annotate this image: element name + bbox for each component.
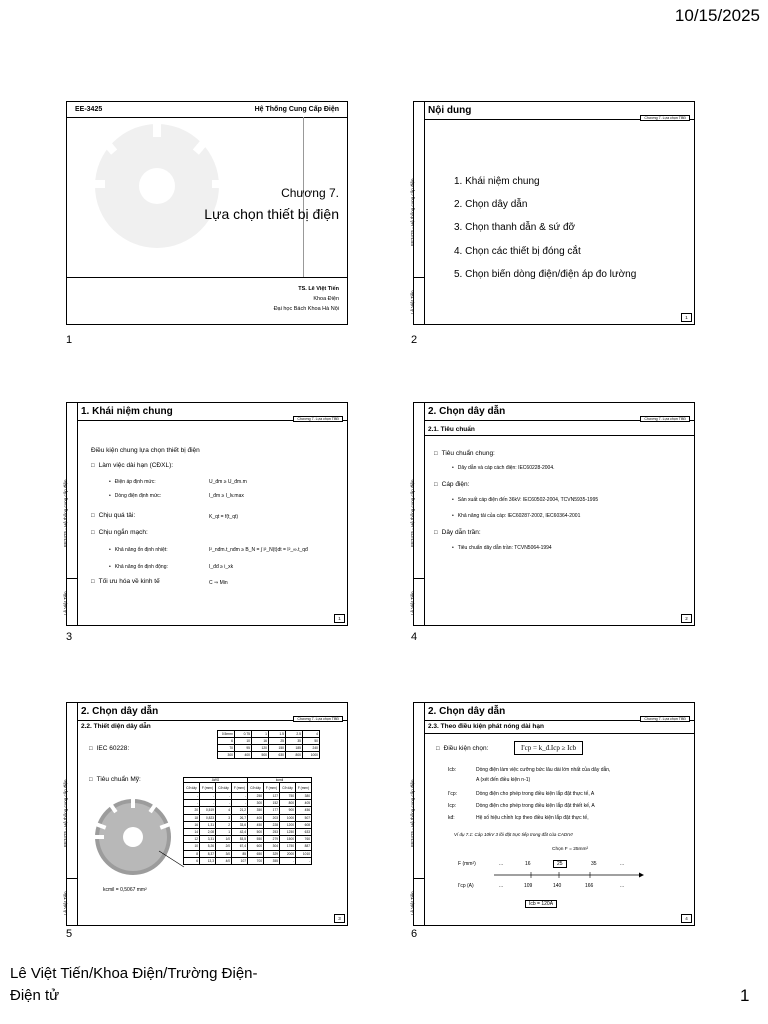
page-box: 2: [681, 614, 692, 623]
chapter-number: Chương 7.: [281, 186, 339, 200]
table-cell: -: [232, 800, 248, 807]
chapter-title: Lựa chọn thiết bị điện: [204, 206, 339, 222]
table-cell: 150: [269, 745, 286, 752]
side-bar: EE3425 - Hệ thống cung cấp điện Lê Việt Tiến: [67, 403, 78, 625]
table-cell: 1/0: [216, 836, 232, 843]
table-cell: 405: [296, 800, 312, 807]
table-column-header: F (mm²): [232, 783, 248, 793]
slide-thumbnail-3[interactable]: EE3425 - Hệ thống cung cấp điện Lê Việt Tiến 1. Khái niệm chung Chương 7. Lựa chọn TBĐ Điều kiện chung lựa chọn thiết bị điện □ Làm việc dài hạn (CĐXL): • Điện áp định mức: U_đm ≥ U_đm.m • Dòng điện định mức: I_đm ≥ I_lv.max □ Chịu quá tải: K_qt = f(t_qt) □ Chịu ngắn mạch: • Khả năng ổn định nhiệt: I²_nđm.t_nđm ≥ B_N = ∫ i²_N(t)dt = I²_∞.t_qđ • Khả năng ổn định động: I_đđ ≥ i_xk □ Tối ưu hóa về kinh tế C ⇒ Min 1: [66, 402, 348, 626]
table-cell: 1500: [280, 836, 296, 843]
contents-item-2: 2. Chọn dây dẫn: [454, 199, 528, 210]
table-cell: 0.75: [235, 731, 252, 738]
table-cell: 53,5: [232, 836, 248, 843]
table-cell: 1000: [303, 752, 320, 759]
table-cell: 0,519: [200, 807, 216, 814]
wire-gauge-background-image: [67, 116, 307, 246]
table-cell: 1200: [280, 821, 296, 828]
table-cell: 2: [216, 821, 232, 828]
table-cell: 16: [252, 738, 269, 745]
table-cell: 1250: [280, 828, 296, 835]
table-row: [218, 738, 320, 745]
icb-box: Icb = 120A: [525, 900, 557, 908]
table-cell: 3/0: [216, 850, 232, 857]
slide-number-1: 1: [66, 334, 73, 346]
wire-gauge-photo: [89, 793, 185, 883]
table-cell: 900: [280, 807, 296, 814]
table-cell: 33,6: [232, 821, 248, 828]
slide-title: 1. Khái niệm chung: [81, 406, 173, 417]
table-cell: 228: [264, 821, 280, 828]
chapter-tag: Chương 7. Lựa chọn TBĐ: [640, 716, 690, 722]
table-cell: 67,4: [232, 843, 248, 850]
table-cell: 2/0: [216, 843, 232, 850]
contents-item-5: 5. Chọn biến dòng điện/điện áp đo lường: [454, 269, 637, 280]
table-cell: -: [200, 793, 216, 800]
example-text: Ví dụ 7.1: Cáp 10kV 3 lõi đặt trực tiếp trong đất của CADIVI: [454, 832, 573, 837]
slide-number-6: 6: [411, 928, 418, 940]
side-bar: EE3425 - Hệ thống cung cấp điện Lê Việt Tiến: [414, 703, 425, 925]
table-cell: 400: [248, 814, 264, 821]
table-cell: 12: [184, 836, 200, 843]
table-cell: 630: [269, 752, 286, 759]
table-cell: 70: [218, 745, 235, 752]
table-row: [218, 731, 320, 738]
table-cell: 700: [248, 857, 264, 864]
table-cell: 50: [303, 738, 320, 745]
chapter-tag: Chương 7. Lựa chọn TBĐ: [640, 416, 690, 422]
slide-number-5: 5: [66, 928, 73, 940]
table-cell: 0,823: [200, 814, 216, 821]
footer-line-2: Điện tử: [10, 987, 60, 1004]
table-cell: 329: [264, 850, 280, 857]
table-cell: 253: [264, 828, 280, 835]
table-row: [184, 836, 312, 843]
table-column-header: F (mm²): [264, 783, 280, 793]
table-cell: 500: [248, 828, 264, 835]
table-cell: 152: [264, 800, 280, 807]
slide-title: 2. Chọn dây dẫn: [81, 706, 159, 717]
table-cell: 6: [218, 738, 235, 745]
table-cell: 650: [248, 850, 264, 857]
table-cell: 1010: [296, 850, 312, 857]
table-cell: 1: [252, 731, 269, 738]
table-cell: 304: [264, 843, 280, 850]
table-cell: -: [184, 800, 200, 807]
table-cell: 350: [248, 807, 264, 814]
table-cell: 400: [235, 752, 252, 759]
table-cell: 2,08: [200, 828, 216, 835]
slide-thumbnail-6[interactable]: EE3425 - Hệ thống cung cấp điện Lê Việt Tiến 2. Chọn dây dẫn Chương 7. Lựa chọn TBĐ 2.3. Theo điều kiện phát nóng dài hạn □ Điều kiện chọn: I'cp = k_đ.Icp ≥ Icb Icb: Dòng điện làm việc cưỡng bức lâu dài lớn nhất của dây dẫn, A (xét đến điều kiện n-1) I'cp: Dòng điện cho phép trong điều kiện lắp đặt thực tế, A Icp: Dòng điện cho phép trong điều kiện lắp đặt thiết kế, A kđ: Hệ số hiệu chỉnh Icp theo điều kiện lắp đặt thực tế, Ví dụ 7.1: Cáp 10kV 3 lõi đặt trực tiếp trong đất của CADIVI Chọn F = 25mm² F (mm²) ... 16 25 35 ... I'cp (A) ... 109 140 166 ... Icb = 120A 4: [413, 702, 695, 926]
table-cell: 18: [184, 814, 200, 821]
table-cell: 750: [280, 793, 296, 800]
table-cell: -: [184, 793, 200, 800]
table-cell: 507: [296, 814, 312, 821]
table-cell: 300: [248, 800, 264, 807]
slide-thumbnail-4[interactable]: EE3425 - Hệ thống cung cấp điện Lê Việt Tiến 2. Chọn dây dẫn Chương 7. Lựa chọn TBĐ 2.1. Tiêu chuẩn □ Tiêu chuẩn chung: • Dây dẫn và cáp cách điện: IEC60228-2004. □ Cáp điện: • Sản xuất cáp điện đến 36kV: IEC60502-2004, TCVN5935-1995 • Khả năng tải của cáp: IEC60287-2002, IEC60364-2001 □ Dây dẫn trần: • Tiêu chuẩn dây dẫn trần: TCVN5064-1994 2: [413, 402, 695, 626]
table-column-header: Cỡ dây: [280, 783, 296, 793]
slide-thumbnail-1[interactable]: [66, 101, 348, 325]
table-cell: 5,26: [200, 843, 216, 850]
section-subtitle: 2.1. Tiêu chuẩn: [428, 426, 475, 433]
course-code: EE-3425: [75, 106, 103, 113]
table-row: [184, 821, 312, 828]
table-cell: 250: [248, 793, 264, 800]
table-cell: 16: [184, 821, 200, 828]
table-cell: 380: [296, 793, 312, 800]
condition-formula: I'cp = k_đ.Icp ≥ Icb: [514, 741, 583, 755]
table-cell: 1: [216, 828, 232, 835]
table-cell: 42,4: [232, 828, 248, 835]
table-cell: 887: [296, 843, 312, 850]
table-cell: 3,31: [200, 836, 216, 843]
table-cell: 14: [184, 828, 200, 835]
intro-text: Điều kiện chung lựa chọn thiết bị điện: [91, 447, 200, 454]
table-cell: 1000: [280, 814, 296, 821]
table-row: [184, 843, 312, 850]
table-cell: 25: [269, 738, 286, 745]
university: Đại học Bách Khoa Hà Nội: [273, 306, 339, 312]
table-cell: 203: [264, 814, 280, 821]
contents-item-3: 3. Chọn thanh dẫn & sứ đỡ: [454, 222, 576, 233]
table-cell: 2.5: [286, 731, 303, 738]
table-cell: 456: [296, 807, 312, 814]
table-cell: -: [200, 800, 216, 807]
table-cell: 21,2: [232, 807, 248, 814]
chapter-tag: Chương 7. Lựa chọn TBĐ: [293, 716, 343, 722]
author-name: TS. Lê Việt Tiến: [298, 286, 339, 292]
table-cell: 4/0: [216, 857, 232, 864]
table-cell: -: [280, 857, 296, 864]
table-cell: 120: [252, 745, 269, 752]
table-subheader-row: [184, 783, 312, 793]
table-cell: 8: [184, 850, 200, 857]
table-column-header: Cỡ dây: [216, 783, 232, 793]
table-row: [218, 752, 320, 759]
table-cell: 760: [296, 836, 312, 843]
course-title: Hệ Thống Cung Cấp Điện: [254, 106, 339, 113]
slide-thumbnail-2[interactable]: [410, 101, 695, 325]
table-row: [184, 857, 312, 864]
table-cell: 300: [218, 752, 235, 759]
awg-size-table: [183, 777, 312, 865]
side-course-text: EE3425 - Hệ thống cung cấp điện: [410, 178, 415, 246]
table-cell: 35: [286, 738, 303, 745]
table-cell: 6: [184, 857, 200, 864]
table-cell: -: [296, 857, 312, 864]
table-row: [184, 814, 312, 821]
table-cell: 1,31: [200, 821, 216, 828]
iec-size-table: [217, 730, 320, 759]
page-footer: [10, 963, 330, 1007]
slide-number-3: 3: [66, 631, 73, 643]
table-cell: 1.5: [269, 731, 286, 738]
side-author-text: Lê Việt Tiến: [410, 290, 415, 314]
table-row: [184, 850, 312, 857]
table-cell: 2000: [280, 850, 296, 857]
table-cell: 633: [296, 828, 312, 835]
table-group-header: kcmil: [248, 778, 312, 783]
page-number: 1: [740, 986, 750, 1005]
chapter-tag: Chương 7. Lựa chọn TBĐ: [640, 115, 690, 121]
table-column-header: F (mm²): [200, 783, 216, 793]
side-bar: EE3425 - Hệ thống cung cấp điện Lê Việt Tiến: [67, 703, 78, 925]
table-cell: 800: [280, 800, 296, 807]
table-cell: 500: [252, 752, 269, 759]
table-cell: 8,37: [200, 850, 216, 857]
contents-item-1: 1. Khái niệm chung: [454, 176, 540, 187]
table-group-header: AWG: [184, 778, 248, 783]
department: Khoa Điện: [313, 296, 339, 302]
footer-rule: [67, 277, 347, 278]
footer-line-1: Lê Việt Tiến/Khoa Điện/Trường Điện-: [10, 965, 258, 982]
table-cell: -: [216, 793, 232, 800]
table-cell: 450: [248, 821, 264, 828]
table-cell: -: [232, 793, 248, 800]
table-cell: 185: [286, 745, 303, 752]
table-cell: -: [216, 800, 232, 807]
slide-number-4: 4: [411, 631, 418, 643]
table-cell: 20: [184, 807, 200, 814]
table-cell: 85: [232, 850, 248, 857]
table-cell: 10: [184, 843, 200, 850]
table-row: [184, 793, 312, 800]
table-row: [184, 800, 312, 807]
axis-arrow: [494, 871, 644, 879]
table-cell: 608: [296, 821, 312, 828]
table-cell: 13,3: [200, 857, 216, 864]
table-cell: 4: [303, 731, 320, 738]
table-cell: 177: [264, 807, 280, 814]
selected-size-box: 25: [553, 860, 567, 868]
section-subtitle: 2.3. Theo điều kiện phát nóng dài hạn: [428, 723, 544, 730]
page-box: 4: [681, 914, 692, 923]
slide-title: Nội dung: [428, 105, 472, 116]
contents-item-4: 4. Chọn các thiết bị đóng cắt: [454, 246, 581, 257]
slide-title: 2. Chọn dây dẫn: [428, 406, 506, 417]
slide-thumbnail-5[interactable]: EE3425 - Hệ thống cung cấp điện Lê Việt Tiến 2. Chọn dây dẫn Chương 7. Lựa chọn TBĐ 2.2. Thiết diện dây dẫn □ IEC 60228: □ Tiêu chuẩn Mỹ: 0.5mm² 0.75 1 1.5 2.5 4 6 10 16 25 35 50 70 95 120 150 185 240 300 400 500 630 800 1000 AWG kcmil Cỡ dây F (mm²) Cỡ dây F (mm²) Cỡ dây F (mm²) Cỡ dây F (mm²) - - - - 250 127 750 380 - - - - 300 152 800 405 20 0,519 4 21,2 350 177 900 456 18 0,823 3 26,7 400 203 1000 507 16 1,31 2 33,6 450 228 1200 608 14 2,08 1 42,4 500 253 1250 633 12 3,31 1/0 53,5 550 279 1500 760 10 5,26 2/0 67,4 600 304 1750 887 8 8,37 3/0 85 650 329 2000 1010 6 13,3 4/0 107 700 355 - - kcmil = 0,5067 mm² 3: [66, 702, 348, 926]
header-rule: [67, 117, 347, 118]
table-cell: 550: [248, 836, 264, 843]
page-box: 1: [334, 614, 345, 623]
table-cell: 355: [264, 857, 280, 864]
table-column-header: Cỡ dây: [184, 783, 200, 793]
slide-title: 2. Chọn dây dẫn: [428, 706, 506, 717]
print-date: 10/15/2025: [674, 6, 760, 25]
table-cell: 240: [303, 745, 320, 752]
table-cell: 600: [248, 843, 264, 850]
table-cell: 95: [235, 745, 252, 752]
table-cell: 127: [264, 793, 280, 800]
table-cell: 1750: [280, 843, 296, 850]
chapter-tag: Chương 7. Lựa chọn TBĐ: [293, 416, 343, 422]
table-cell: 26,7: [232, 814, 248, 821]
section-subtitle: 2.2. Thiết diện dây dẫn: [81, 723, 151, 730]
table-cell: 279: [264, 836, 280, 843]
table-cell: 107: [232, 857, 248, 864]
table-cell: 10: [235, 738, 252, 745]
side-bar: [410, 102, 425, 324]
table-row: [218, 745, 320, 752]
table-cell: 4: [216, 807, 232, 814]
table-cell: 800: [286, 752, 303, 759]
side-bar: EE3425 - Hệ thống cung cấp điện Lê Việt Tiến: [414, 403, 425, 625]
table-column-header: F (mm²): [296, 783, 312, 793]
table-cell: 3: [216, 814, 232, 821]
table-column-header: Cỡ dây: [248, 783, 264, 793]
kcmil-note: kcmil = 0,5067 mm²: [103, 887, 147, 893]
table-row: [184, 807, 312, 814]
table-row: [184, 828, 312, 835]
slide-number-2: 2: [411, 334, 418, 346]
page-box: 1: [681, 313, 692, 322]
page-box: 3: [334, 914, 345, 923]
table-cell: 0.5mm²: [218, 731, 235, 738]
